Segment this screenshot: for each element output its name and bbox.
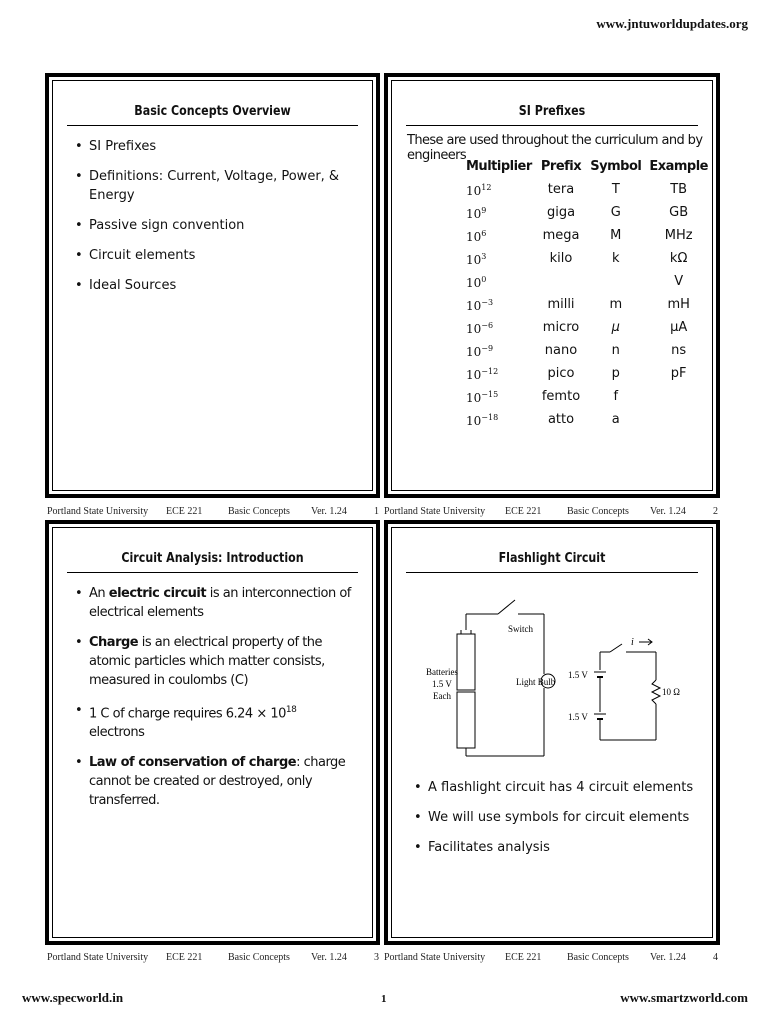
resistor-symbol [652, 680, 660, 704]
source1-label: 1.5 V [568, 670, 588, 680]
slide-title: SI Prefixes [518, 103, 586, 119]
bullet-term: electric circuit [108, 586, 207, 601]
slide-title: Circuit Analysis: Introduction [121, 550, 304, 566]
bullet-list [75, 137, 354, 306]
bullet-item: • Passive sign convention [75, 216, 354, 235]
multiplier-exponent: −12 [481, 367, 499, 376]
example-cell: ns [671, 342, 687, 358]
prefix-cell [536, 270, 586, 293]
multiplier-exponent: −9 [481, 344, 494, 353]
multiplier-exponent: −18 [481, 413, 499, 422]
bullet-item [75, 753, 354, 810]
slide-footer-number: 2 [713, 506, 718, 517]
header-url[interactable]: www.jntuworldupdates.org [596, 16, 748, 31]
slide-si-prefixes [384, 73, 720, 498]
table-row [462, 316, 712, 339]
bullet-list [414, 778, 694, 868]
bullet-text: is an electrical property of the atomic particles which matter consists, measured in coulombs (C) [89, 635, 325, 688]
table-row [462, 224, 712, 247]
battery-cell [457, 634, 475, 690]
slide-frame [52, 80, 373, 491]
slide-footer-topic: Basic Concepts [228, 952, 290, 963]
prefix-cell: tera [547, 181, 575, 197]
multiplier-cell: $10^{-18}$ [466, 413, 499, 428]
example-cell: MHz [664, 227, 693, 243]
slide-footer-topic: Basic Concepts [567, 506, 629, 517]
flashlight-circuit-diagram [412, 592, 682, 762]
slide-flashlight-circuit [384, 520, 720, 945]
bullet-text: electrons [89, 725, 145, 741]
slide-title: Basic Concepts Overview [134, 103, 291, 119]
bullet-text: is an interconnection of electrical elements [89, 586, 351, 620]
batteries-label: Batteries [426, 667, 458, 677]
bullet-text: An [89, 586, 109, 601]
multiplier-exponent: −3 [481, 298, 494, 307]
slide-footer-topic: Basic Concepts [228, 506, 290, 517]
slide-footer-version: Ver. 1.24 [650, 952, 686, 963]
table-row [462, 362, 712, 385]
example-cell: μA [670, 319, 688, 335]
symbol-cell: n [611, 342, 620, 358]
slide-intro: These are used throughout the curriculum and by engineers [407, 133, 703, 163]
prefix-table [462, 159, 712, 431]
switch-lever [498, 600, 515, 614]
symbol-cell: m [609, 296, 623, 312]
table-row [462, 408, 712, 431]
slide-footer-version: Ver. 1.24 [311, 506, 347, 517]
slide-footer-version: Ver. 1.24 [650, 506, 686, 517]
table-row [462, 270, 712, 293]
multiplier-exponent: 9 [481, 206, 487, 215]
bullet-item: • Ideal Sources [75, 276, 354, 295]
slide-footer-university: Portland State University [47, 952, 149, 963]
example-cell: mH [667, 296, 690, 312]
pictorial-circuit [426, 600, 556, 756]
multiplier-exponent: 0 [481, 275, 487, 284]
column-header: Symbol [590, 159, 642, 174]
multiplier-cell: $10^3$ [466, 252, 487, 267]
slide-footer-number: 1 [374, 506, 379, 517]
symbol-cell: k [612, 250, 620, 266]
bullet-term: Law of conservation of charge [89, 755, 297, 771]
table-header-row [462, 159, 712, 178]
bullet-text: 1 C of charge requires 6.24 × 10 [89, 706, 286, 722]
symbol-cell [586, 270, 645, 293]
bullet-item [75, 584, 354, 622]
slide-footer-course: ECE 221 [166, 506, 203, 517]
symbol-cell: f [613, 388, 619, 404]
example-cell: GB [669, 204, 689, 220]
batteries-each: Each [433, 691, 451, 701]
slide-frame [52, 527, 373, 938]
multiplier-cell: $10^{-3}$ [466, 298, 494, 313]
bottom-left-url[interactable]: www.specworld.in [22, 990, 124, 1005]
bottom-right-url[interactable]: www.smartzworld.com [620, 990, 748, 1005]
table-row [462, 201, 712, 224]
page-number: 1 [381, 993, 387, 1005]
prefix-cell: kilo [549, 250, 573, 266]
symbol-cell: a [611, 411, 620, 427]
bullet-item: • A flashlight circuit has 4 circuit elements [414, 778, 694, 797]
current-label: i [631, 637, 634, 648]
slide-circuit-analysis-intro [45, 520, 380, 945]
multiplier-cell: $10^{12}$ [466, 183, 492, 198]
prefix-cell: milli [547, 296, 575, 312]
resistor-label: 10 Ω [662, 687, 680, 697]
table-row [462, 247, 712, 270]
table-row [462, 178, 712, 201]
prefix-table-body [462, 178, 712, 431]
bullet-item [75, 701, 354, 742]
battery-cell [457, 692, 475, 748]
slide-title: Flashlight Circuit [498, 550, 606, 566]
table-row [462, 339, 712, 362]
bullet-item: • Facilitates analysis [414, 838, 694, 857]
column-header: Example [649, 159, 708, 174]
multiplier-cell: $10^6$ [466, 229, 487, 244]
slide-footer-university: Portland State University [384, 952, 486, 963]
multiplier-exponent: 3 [481, 252, 487, 261]
title-divider [406, 125, 698, 126]
prefix-cell: nano [544, 342, 578, 358]
table-row [462, 385, 712, 408]
slide-footer-number: 4 [713, 952, 718, 963]
example-cell: kΩ [669, 250, 688, 266]
symbol-cell: p [611, 365, 620, 381]
prefix-cell: micro [542, 319, 580, 335]
multiplier-cell: $10^{-15}$ [466, 390, 499, 405]
batteries-voltage: 1.5 V [432, 679, 452, 689]
slide-frame [391, 527, 713, 938]
slide-footer-course: ECE 221 [505, 952, 542, 963]
prefix-cell: giga [546, 204, 576, 220]
bullet-item: • SI Prefixes [75, 137, 354, 156]
example-cell [645, 385, 712, 408]
exponent: 18 [285, 705, 297, 715]
slide-footer-university: Portland State University [384, 506, 486, 517]
example-cell: TB [670, 181, 688, 197]
slide-basic-concepts-overview [45, 73, 380, 498]
bullet-item [75, 633, 354, 690]
slide-footer-topic: Basic Concepts [567, 952, 629, 963]
column-header: Multiplier [466, 159, 532, 174]
switch-lever [610, 644, 622, 652]
multiplier-exponent: −6 [481, 321, 494, 330]
prefix-cell: atto [547, 411, 575, 427]
bullet-term: Charge [89, 635, 139, 650]
multiplier-cell: $10^{-12}$ [466, 367, 499, 382]
bulb-label: Light Bulb [516, 677, 556, 687]
title-divider [67, 125, 358, 126]
bullet-text: : charge cannot be created or destroyed, only transferred. [89, 755, 346, 809]
slide-footer-course: ECE 221 [505, 506, 542, 517]
multiplier-cell: $10^0$ [466, 275, 487, 290]
prefix-cell: mega [542, 227, 580, 243]
slide-footer-university: Portland State University [47, 506, 149, 517]
title-divider [406, 572, 698, 573]
schematic-circuit [568, 637, 680, 740]
slide-footer-course: ECE 221 [166, 952, 203, 963]
table-row [462, 293, 712, 316]
source2-label: 1.5 V [568, 712, 588, 722]
bullet-item: • We will use symbols for circuit elements [414, 808, 694, 827]
prefix-cell: femto [541, 388, 581, 404]
bullet-item: • Circuit elements [75, 246, 354, 265]
multiplier-exponent: 12 [481, 183, 492, 192]
slide-footer-number: 3 [374, 952, 379, 963]
symbol-cell: M [610, 227, 622, 243]
title-divider [67, 572, 358, 573]
switch-label: Switch [508, 624, 534, 634]
symbol-cell: μ [611, 319, 620, 335]
prefix-cell: pico [547, 365, 575, 381]
multiplier-cell: $10^{-6}$ [466, 321, 494, 336]
example-cell: pF [670, 365, 687, 381]
column-header: Prefix [540, 159, 582, 174]
bullet-list [75, 584, 354, 821]
symbol-cell: G [610, 204, 621, 220]
bullet-item: • Definitions: Current, Voltage, Power, & Energy [75, 167, 354, 205]
example-cell [645, 408, 712, 431]
multiplier-exponent: −15 [481, 390, 499, 399]
example-cell: V [674, 273, 684, 289]
multiplier-cell: $10^{-9}$ [466, 344, 494, 359]
slide-footer-version: Ver. 1.24 [311, 952, 347, 963]
multiplier-exponent: 6 [481, 229, 487, 238]
symbol-cell: T [611, 181, 620, 197]
multiplier-cell: $10^9$ [466, 206, 487, 221]
slide-frame [391, 80, 713, 491]
